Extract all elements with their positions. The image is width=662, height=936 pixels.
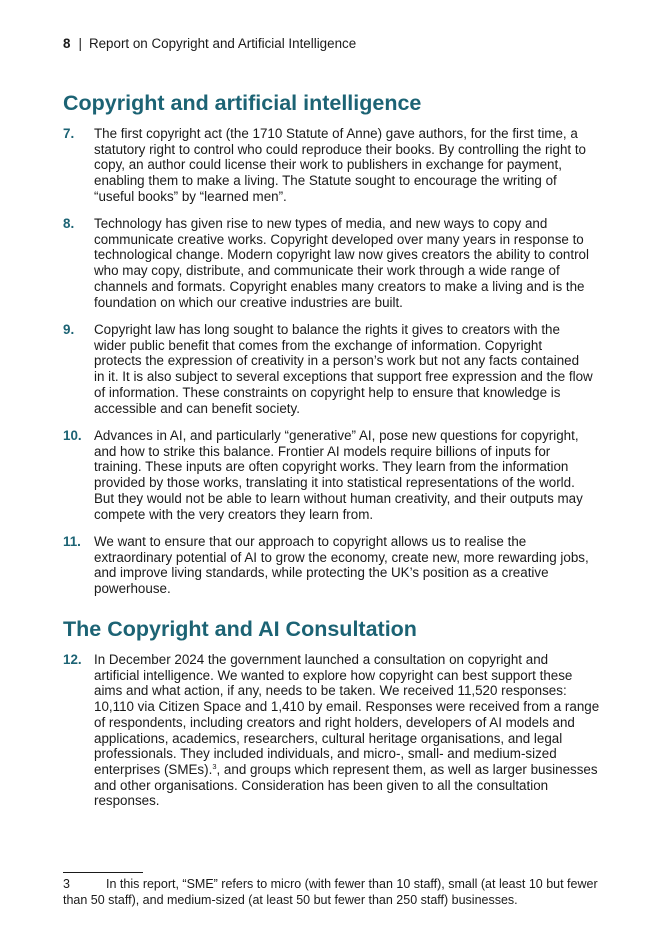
paragraph-line: and how to strike this balance. Frontier AI models require billions of inputs for bbox=[94, 443, 551, 459]
paragraph-number: 11. bbox=[63, 534, 81, 549]
paragraph-line: Technology has given rise to new types of media, and new ways to copy and bbox=[94, 216, 548, 231]
footnote-divider bbox=[63, 872, 143, 873]
footnote-reference[interactable]: 3 bbox=[212, 761, 217, 771]
paragraph-number: 10. bbox=[63, 428, 82, 443]
numbered-paragraph bbox=[63, 216, 603, 310]
paragraph-text bbox=[94, 322, 603, 416]
paragraph-text bbox=[94, 534, 603, 597]
paragraph-line-end: , and groups which represent them, as well as larger businesses bbox=[216, 761, 598, 777]
paragraph-line: Advances in AI, and particularly “generative” AI, pose new questions for copyright, bbox=[94, 428, 579, 443]
paragraph-line: Copyright law has long sought to balance the rights it gives to creators with the bbox=[94, 322, 560, 337]
paragraph-line: powerhouse. bbox=[94, 581, 171, 597]
paragraph-line: in it. It is also subject to several exceptions that support free expression and the flow bbox=[94, 369, 593, 385]
paragraph-line: professionals. They included individuals, and micro-, small- and medium-sized bbox=[94, 746, 557, 762]
section-heading: The Copyright and AI Consultation bbox=[63, 617, 417, 641]
paragraph-line: of information. These constraints on copyright help to ensure that knowledge is bbox=[94, 384, 561, 400]
page-header bbox=[63, 35, 356, 53]
paragraph-line: In December 2024 the government launched a consultation on copyright and bbox=[94, 652, 549, 667]
paragraph-line: communicate creative works. Copyright developed over many years in response to bbox=[94, 231, 584, 247]
paragraph-line: enabling them to make a living. The Statute sought to encourage the writing of bbox=[94, 173, 557, 189]
paragraph-text bbox=[94, 652, 603, 809]
paragraph-line: accessible and can benefit society. bbox=[94, 400, 300, 416]
paragraph-line: protects the expression of creativity in a person’s work but not any facts contained bbox=[94, 353, 580, 369]
section-heading: Copyright and artificial intelligence bbox=[63, 91, 422, 115]
footnote bbox=[63, 876, 608, 908]
paragraph-line: copy, an author could license their work to publishers in exchange for payment, bbox=[94, 157, 562, 173]
paragraph-line: We want to ensure that our approach to copyright allows us to realise the bbox=[94, 534, 527, 549]
paragraph-line: responses. bbox=[94, 793, 160, 809]
paragraph-text bbox=[94, 126, 603, 205]
paragraph-line: training. These inputs are often copyright works. They learn from the information bbox=[94, 459, 569, 475]
paragraph-line: foundation on which our creative industries are built. bbox=[94, 294, 403, 310]
paragraph-line bbox=[94, 762, 598, 777]
paragraph-line: extraordinary potential of AI to grow the economy, create new, more rewarding jobs, bbox=[94, 549, 589, 565]
paragraph-line: of respondents, including creators and right holders, developers of AI models and bbox=[94, 714, 575, 730]
paragraph-number: 9. bbox=[63, 322, 75, 337]
paragraph-line: applications, academics, researchers, cultural heritage organisations, and legal bbox=[94, 730, 563, 746]
paragraph-line: technological change. Modern copyright law now gives creators the ability to control bbox=[94, 247, 589, 263]
report-title: Report on Copyright and Artificial Intelligence bbox=[88, 36, 357, 51]
paragraph-line: “useful books” by “learned men”. bbox=[94, 188, 287, 204]
paragraph-number: 8. bbox=[63, 216, 75, 231]
header-separator: | bbox=[78, 36, 82, 51]
paragraph-line: aims and what action, if any, needs to be taken. We received 11,520 responses: bbox=[94, 683, 567, 699]
paragraph-line: provided by those works, translating it into statistical representations of the world. bbox=[94, 475, 575, 491]
numbered-paragraph bbox=[63, 322, 603, 416]
paragraph-line: and other organisations. Consideration has been given to all the consultation bbox=[94, 777, 549, 793]
paragraph-line: 10,110 via Citizen Space and 1,410 by email. Responses were received from a range bbox=[94, 699, 600, 715]
paragraph-line: and improve living standards, while protecting the UK’s position as a creative bbox=[94, 565, 549, 581]
paragraph-number: 7. bbox=[63, 126, 75, 141]
paragraph-line: artificial intelligence. We wanted to explore how copyright can best support these bbox=[94, 667, 573, 683]
numbered-paragraph bbox=[63, 652, 603, 809]
paragraph-line-start: enterprises (SMEs). bbox=[94, 761, 213, 777]
paragraph-line: who may copy, distribute, and communicate their work through a wide range of bbox=[94, 263, 560, 279]
paragraph-text bbox=[94, 216, 603, 310]
footnote-number: 3 bbox=[63, 877, 70, 891]
paragraph-number: 12. bbox=[63, 652, 82, 667]
paragraph-line: compete with the very creators they learn from. bbox=[94, 506, 374, 522]
paragraph-line: statutory right to control who could reproduce their books. By controlling the right to bbox=[94, 141, 586, 157]
numbered-paragraph bbox=[63, 534, 603, 597]
footnote-text: In this report, “SME” refers to micro (with fewer than 10 staff), small (at least 10 but fewer than 50 staff), and medium-sized (at least 50 but fewer than 250 staff) businesses. bbox=[63, 877, 598, 907]
paragraph-text bbox=[94, 428, 603, 522]
page-number: 8 bbox=[63, 36, 71, 51]
paragraph-line: But they would not be able to learn without human creativity, and their outputs may bbox=[94, 490, 583, 506]
numbered-paragraph bbox=[63, 126, 603, 205]
paragraph-line: channels and formats. Copyright enables many creators to make a living and is the bbox=[94, 278, 585, 294]
numbered-paragraph bbox=[63, 428, 603, 522]
paragraph-line: wider public benefit that comes from the exchange of information. Copyright bbox=[94, 337, 543, 353]
paragraph-line: The first copyright act (the 1710 Statute of Anne) gave authors, for the first time, a bbox=[94, 126, 578, 141]
